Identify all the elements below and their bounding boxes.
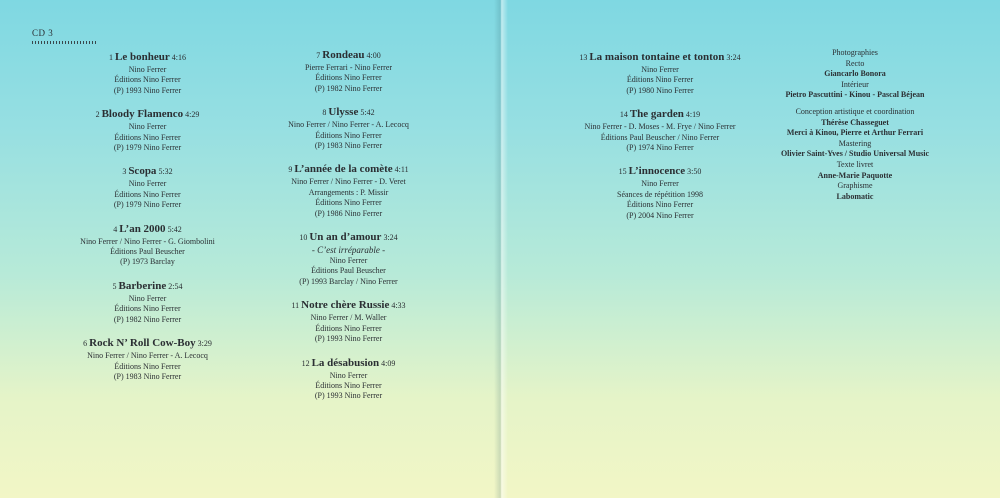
credit-role: Photographies [832,48,878,57]
track-credit-line: Nino Ferrer / Nino Ferrer - A. Lecocq [87,351,208,361]
track-heading [256,105,441,120]
track-credit-line: Éditions Nino Ferrer [315,130,382,140]
track-heading [560,107,760,122]
track-credit-line: Nino Ferrer [128,179,167,189]
track-duration: 3:50 [687,167,702,177]
track-credit-line: Nino Ferrer [128,122,167,132]
track-credit-line: Éditions Paul Beuscher [311,266,386,276]
track-title: Scopa [128,165,157,178]
track-duration: 3:24 [726,53,741,62]
track-heading [256,230,441,245]
track-credit-line: (P) 1982 Nino Ferrer [113,314,182,324]
track-entry [560,50,760,96]
track-entry [560,107,760,153]
track-credit-line: Éditions Nino Ferrer [626,200,694,210]
track-number: 3 [122,167,127,177]
track-entry [60,50,235,96]
track-number: 8 [322,108,327,118]
track-title: Rock N’ Roll Cow-Boy [89,337,196,350]
track-title: Ulysse [328,106,359,119]
cd-label-rule [32,41,98,44]
track-credit-line: (P) 1983 Nino Ferrer [314,141,383,151]
track-number: 15 [618,167,627,177]
credit-role: Intérieur [841,79,869,89]
track-entry [60,336,235,382]
credit-name: Merci à Kinou, Pierre et Arthur Ferrari [786,128,924,138]
track-credit-line: Éditions Nino Ferrer [315,380,382,390]
track-credit-line: Nino Ferrer [329,370,368,380]
track-duration: 5:42 [167,224,182,234]
track-heading [60,50,235,65]
track-credit-line: Éditions Nino Ferrer [114,361,181,371]
track-heading [60,222,235,237]
track-credit-line: Éditions Nino Ferrer [114,75,181,85]
track-entry [60,164,235,210]
track-credit-line: (P) 1993 Nino Ferrer [113,85,182,95]
track-number: 5 [112,281,117,291]
track-entry [256,230,441,287]
track-title: Notre chère Russie [301,299,390,312]
track-subtitle: - C’est irréparable - [311,245,386,256]
track-credit-line: (P) 1993 Nino Ferrer [314,334,383,344]
track-heading [60,336,235,351]
track-credit-line: Éditions Nino Ferrer [114,304,181,314]
track-title: Un an d’amour [309,231,382,244]
track-duration: 4:29 [185,110,200,120]
track-entry [256,105,441,151]
track-entry [60,107,235,153]
track-duration: 4:09 [381,358,396,368]
track-credit-line: Pierre Ferrari - Nino Ferrer [304,63,393,72]
track-credit-line: Nino Ferrer / M. Waller [310,313,387,323]
track-credit-line: Séances de répétition 1998 [617,189,703,199]
track-number: 4 [113,224,118,234]
tracklist-column-1 [60,50,235,393]
track-credit-line: Nino Ferrer - D. Moses - M. Frye / Nino Ferrer [584,122,736,132]
credit-name: Pietro Pascuttini - Kinou - Pascal Béjean [785,90,925,100]
track-entry [256,298,441,344]
track-duration: 4:11 [394,165,409,175]
credit-role: Conception artistique et coordination [795,106,915,116]
track-credit-line: Éditions Nino Ferrer [114,189,181,199]
tracklist-column-3 [560,50,760,232]
credit-name: Thérèse Chasseguet [821,117,889,127]
track-heading [256,162,441,177]
track-number: 11 [291,301,300,311]
credit-role: Recto [845,58,865,68]
track-credit-line: (P) 1979 Nino Ferrer [113,143,182,153]
cd-label: CD 3 [32,28,54,38]
track-credit-line: Nino Ferrer [329,256,368,266]
credit-name: Labomatic [836,191,874,201]
track-duration: 4:16 [171,53,186,62]
track-number: 9 [288,165,293,175]
track-heading [256,356,441,371]
track-entry [256,162,441,219]
track-credit-line: (P) 2004 Nino Ferrer [626,210,694,220]
track-duration: 5:32 [158,167,173,177]
track-number: 13 [579,53,588,62]
tracklist-column-2 [256,48,441,413]
track-entry [256,356,441,402]
track-entry [60,222,235,268]
track-credit-line: Nino Ferrer [641,65,679,74]
track-title: La maison tontaine et tonton [589,51,725,63]
track-heading [60,164,235,179]
track-title: Barberine [118,279,167,292]
track-duration: 3:24 [383,233,398,243]
track-credit-line: Éditions Nino Ferrer [315,198,382,208]
track-credit-line: (P) 1993 Barclay / Nino Ferrer [299,276,398,286]
track-credit-line: (P) 1974 Nino Ferrer [626,143,694,153]
track-number: 2 [95,110,100,120]
track-credit-line: Nino Ferrer / Nino Ferrer - D. Veret [291,177,406,187]
track-number: 14 [619,110,628,120]
track-credit-line: (P) 1983 Nino Ferrer [113,371,182,381]
track-title: Bloody Flamenco [101,108,184,121]
track-heading [560,164,760,179]
track-duration: 4:19 [685,110,701,120]
track-duration: 3:29 [197,339,212,349]
track-title: Le bonheur [115,51,170,63]
track-number: 12 [301,358,310,368]
track-heading [256,48,441,63]
track-credit-line: Nino Ferrer [641,179,679,189]
track-heading [60,107,235,122]
credit-role: Graphisme [837,181,873,191]
track-credit-line: Nino Ferrer / Nino Ferrer - A. Lecocq [288,120,409,130]
track-entry [560,164,760,221]
track-credit-line: (P) 1982 Nino Ferrer [314,83,383,93]
track-credit-line: (P) 1979 Nino Ferrer [113,200,182,210]
track-credit-line: (P) 1986 Nino Ferrer [314,208,383,218]
track-duration: 4:00 [366,51,381,60]
track-title: L’année de la comète [294,163,393,176]
credit-role: Texte livret [836,159,874,169]
track-credit-line: Éditions Nino Ferrer [114,132,181,142]
credits-block [760,48,950,202]
track-credit-line: Éditions Nino Ferrer [626,75,694,85]
credit-name: Olivier Saint-Yves / Studio Universal Music [780,149,930,159]
track-number: 1 [109,53,114,62]
track-heading [60,279,235,294]
track-credit-line: Arrangements : P. Missir [308,187,389,197]
track-credit-line: (P) 1980 Nino Ferrer [626,85,694,95]
track-credit-line: Éditions Nino Ferrer [315,323,382,333]
track-entry [256,48,441,94]
track-credit-line: Nino Ferrer [128,65,167,74]
track-title: L’innocence [628,165,686,178]
track-heading [560,50,760,65]
track-duration: 2:54 [168,281,183,291]
credit-name: Giancarlo Bonora [824,69,886,79]
track-number: 10 [299,233,308,243]
track-credit-line: Éditions Nino Ferrer [315,73,382,83]
track-duration: 4:33 [391,301,406,311]
track-credit-line: Nino Ferrer [128,293,167,303]
credit-role: Mastering [838,138,872,148]
track-number: 7 [316,51,321,60]
track-title: L’an 2000 [119,222,166,235]
track-title: The garden [629,108,684,121]
track-credit-line: (P) 1993 Nino Ferrer [314,391,383,401]
booklet-spine [494,0,508,498]
track-duration: 5:42 [360,108,375,118]
track-heading [256,298,441,313]
track-credit-line: (P) 1973 Barclay [120,257,175,267]
track-title: Rondeau [322,49,365,61]
credit-name: Anne-Marie Paquotte [817,170,893,180]
track-number: 6 [83,339,88,349]
track-title: La désabusion [311,356,380,369]
track-credit-line: Nino Ferrer / Nino Ferrer - G. Giombolini [80,236,215,246]
track-credit-line: Éditions Paul Beuscher [110,247,185,257]
track-entry [60,279,235,325]
track-credit-line: Éditions Paul Beuscher / Nino Ferrer [600,132,720,142]
